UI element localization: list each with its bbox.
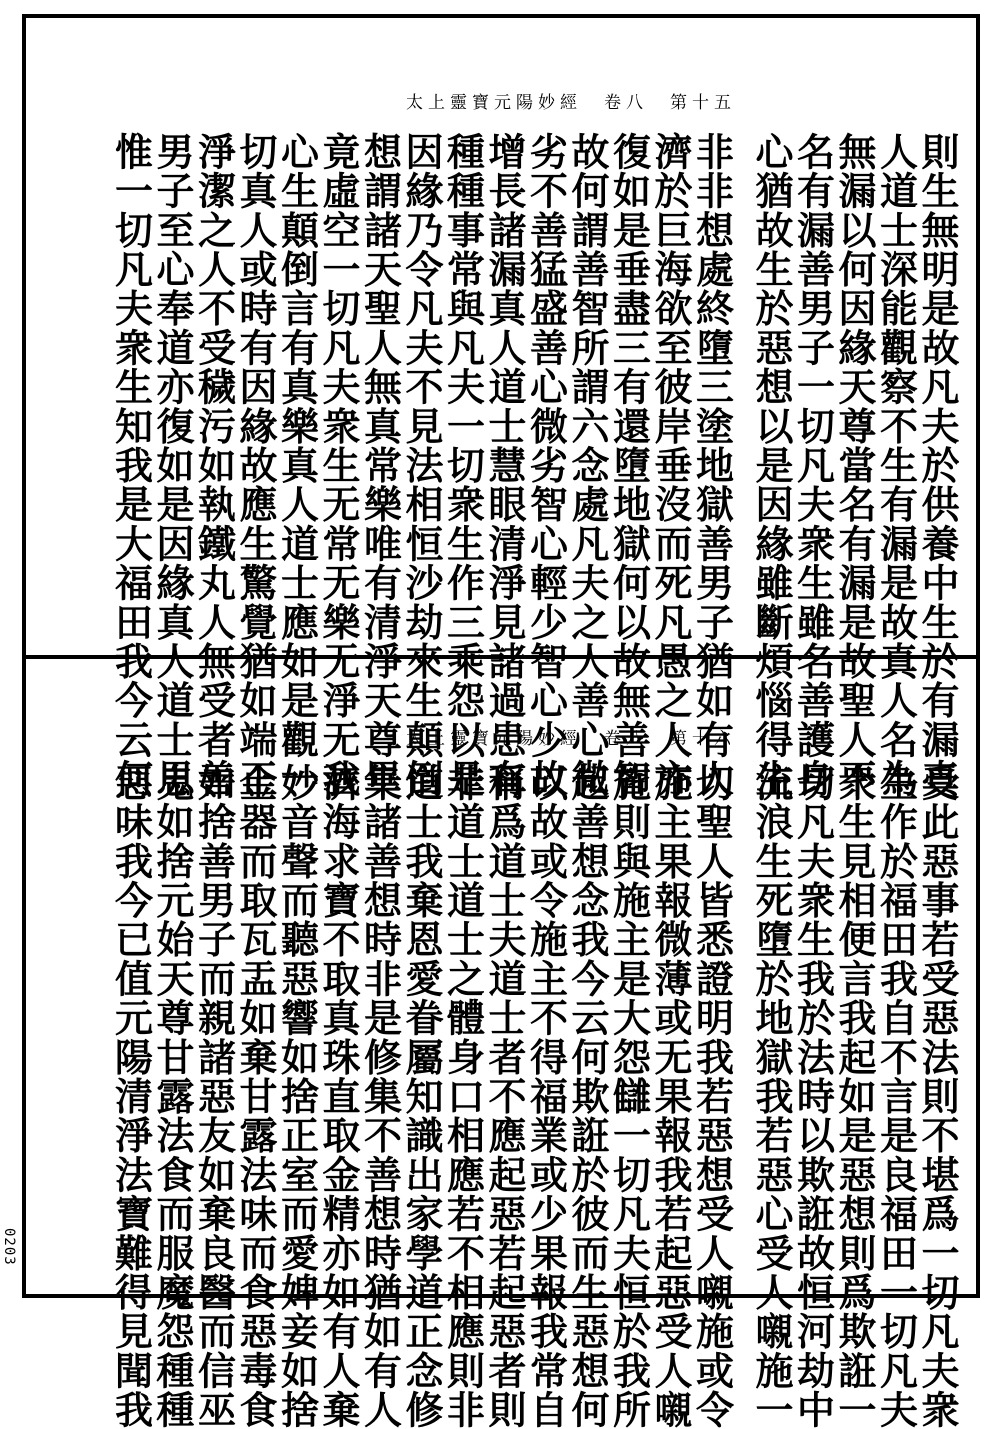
- text-column: 淨潔之人不受穢污如執鐵丸人無受者善: [191, 132, 237, 799]
- text-column: 受此惡事若受惡法則不堪爲一切凡夫衆: [915, 763, 960, 1429]
- text-column: 惟一切凡夫衆生知我是大福田我今云何: [108, 132, 154, 799]
- text-column: 衆生見相便言我起如是惡想則爲欺誑一: [832, 763, 877, 1429]
- text-column: 集諸善想時非是修集不善想時猶如有人: [357, 763, 403, 1429]
- text-column: 種種事常與凡夫一切衆生作三乘怨以是: [440, 132, 486, 799]
- text-column: 生作於福田我自不言是良福田一切凡夫: [873, 763, 919, 1429]
- text-column: 復如是垂盡三有還墮地獄何以故無善智: [606, 132, 652, 799]
- text-column: 人道士深能觀察不生有漏是故真人名為: [873, 132, 919, 799]
- page-number: 0203: [1, 1228, 17, 1266]
- text-column: 妙音聲而聽惡響如捨正室而愛婢妾如捨: [274, 763, 320, 1429]
- text-column: 濟於巨海欲至彼岸垂沒而死凡愚之人亦: [648, 132, 693, 799]
- text-column: 施則與施主是大怨讎一切凡夫恒於我所: [606, 763, 652, 1429]
- text-column: 流浪生死墮於地獄我若惡心受人嚫施一: [749, 763, 794, 1429]
- text-column: 心生顛倒言有真樂真人道士應如是觀一: [274, 132, 320, 799]
- text-column: 增長諸漏真人道士慧眼清淨見諸過患有: [482, 132, 527, 799]
- text-column: 非非想處終墮三塗地獄善男子猶如有人: [689, 132, 735, 799]
- text-column: 鬼如捨元始天尊甘露法食而服魔怨種種: [150, 763, 195, 1429]
- text-column: 因緣乃令凡夫不見法相恒沙劫來生顛倒: [399, 132, 444, 799]
- text-column: 想謂諸天聖人無真常樂唯有清淨天尊畢: [357, 132, 403, 799]
- text-column: 名有漏善男子一切凡夫衆生雖名善護身: [790, 132, 836, 799]
- text-column: 心猶故生於惡想以是因緣雖斷煩惱得生: [749, 132, 794, 799]
- text-column: 以故或令施主不得福業或少果報我常自: [523, 763, 569, 1429]
- bottom-header-text: 太上靈寶元陽妙經 卷八 第十六: [406, 729, 736, 749]
- text-column: 非道士道士之體身口相應若不相應則非: [440, 763, 486, 1429]
- text-column: 則生無明是故凡夫於供養中生於有漏真: [915, 132, 960, 799]
- text-column: 起善想念我今云何欺誑於彼而生惡想何: [565, 763, 610, 1429]
- bottom-page: [26, 659, 976, 1429]
- top-page-header: [406, 88, 736, 113]
- text-column: 惡味我今已值元陽清淨法寶難得見聞我: [108, 763, 154, 1429]
- text-column: 切聖人皆悉證明我若惡想受人嚫施或令: [689, 763, 735, 1429]
- text-column: 切凡夫衆生我於法時以欺誑故恒河劫中: [790, 763, 836, 1429]
- text-column: 金器而取瓦盂如棄甘露法味而食惡毒食: [233, 763, 278, 1429]
- text-column: 故何謂善智所謂六念處凡夫之人善心微: [565, 132, 610, 799]
- text-column: 男子至心奉道亦復如是因緣真人道士思: [150, 132, 195, 799]
- bottom-text-columns: [108, 763, 960, 1429]
- column-gap: [731, 763, 749, 1429]
- text-column: 劣不善猛盛善心微劣智心輕少智心少故: [523, 132, 569, 799]
- text-column: 切真人或時有因緣故應生驚覺猶如端正: [233, 132, 278, 799]
- text-column: 竟虛空一切凡夫衆生无常无樂无淨无我: [316, 132, 361, 799]
- text-column: 如捨善男子而親諸惡友如棄良醫而信巫: [191, 763, 237, 1429]
- text-column: 稱爲道士夫道士者不應起惡若起惡者則: [482, 763, 527, 1429]
- text-column: 施主果報微薄或无果報我若起惡受人嚫: [648, 763, 693, 1429]
- top-header-text: 太上靈寶元陽妙經 卷八 第十五: [406, 93, 736, 113]
- text-column: 無漏以何因緣天尊當名有漏是故聖人不: [832, 132, 877, 799]
- text-column: 濟海求寶不取真珠直取金精亦如有人棄: [316, 763, 361, 1429]
- bottom-page-header: [406, 724, 736, 749]
- text-column: 道士我棄恩愛眷屬知識出家學道正念修: [399, 763, 444, 1429]
